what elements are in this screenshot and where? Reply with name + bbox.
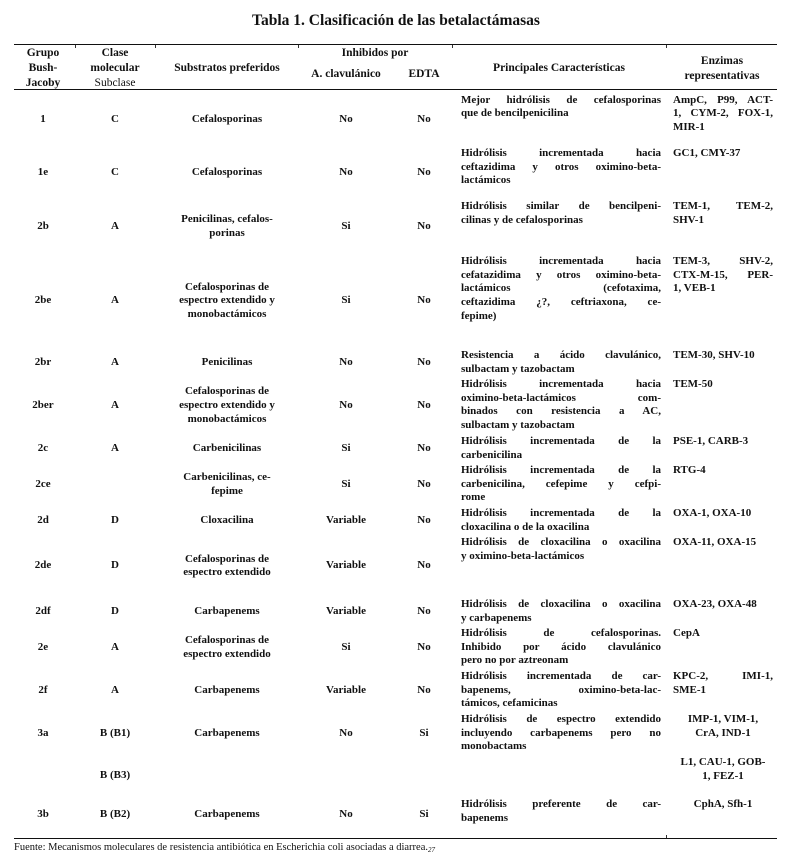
caracteristicas-cell-line: Hidrólisis incrementada de la — [461, 507, 661, 519]
clase-cell: B (B3) — [99, 769, 131, 782]
substratos-cell — [158, 385, 296, 426]
caracteristicas-cell-line: Resistencia a ácido clavulánico, — [461, 349, 661, 361]
grupo-cell: 2b — [37, 219, 49, 232]
grupo-cell: 2d — [37, 513, 49, 526]
column-tick — [298, 45, 299, 48]
caracteristicas-cell-line: lactámicos (cefotaxima, — [461, 282, 661, 295]
caracteristicas-cell — [461, 670, 661, 711]
caracteristicas-cell-line: Hidrólisis de espectro extendido — [461, 713, 661, 725]
clavulanico-cell: No — [339, 398, 353, 411]
caracteristicas-cell-line: Hidrólisis incrementada de la — [461, 464, 661, 476]
caracteristicas-cell-line: bapenems — [461, 811, 509, 824]
edta-cell: No — [417, 640, 431, 653]
grupo-cell: 2f — [38, 683, 48, 696]
edta-cell: No — [417, 165, 431, 178]
caracteristicas-cell-line: carbenicilina — [461, 448, 523, 461]
caracteristicas-cell — [461, 464, 661, 505]
header-subclase: Subclase — [94, 77, 136, 89]
edta-cell: No — [417, 219, 431, 232]
enzimas-cell — [673, 147, 773, 161]
clase-cell: C — [111, 112, 119, 125]
enzimas-cell-line: TEM-1, TEM-2, — [673, 200, 773, 212]
substratos-cell — [158, 113, 296, 127]
enzimas-cell-line: CphA, Sfh-1 — [693, 798, 753, 810]
enzimas-cell-line: MIR-1 — [673, 120, 705, 133]
substratos-cell-line: espectro extendido y — [179, 294, 275, 307]
substratos-cell — [158, 514, 296, 528]
edta-cell: No — [417, 441, 431, 454]
header-bottom-border — [14, 89, 777, 90]
enzimas-cell-line: AmpC, P99, ACT- — [673, 93, 773, 106]
caracteristicas-cell-line: Hidrólisis incrementada hacia — [461, 378, 661, 390]
substratos-cell-line: espectro extendido — [183, 647, 271, 660]
enzimas-cell-line: L1, CAU-1, GOB- — [680, 756, 766, 768]
caracteristicas-cell — [461, 507, 661, 534]
clase-cell: A — [111, 441, 119, 454]
substratos-cell — [158, 553, 296, 580]
enzimas-cell — [673, 435, 773, 449]
caracteristicas-cell — [461, 349, 661, 376]
grupo-cell: 2ce — [35, 477, 51, 490]
enzimas-cell — [673, 756, 773, 783]
caracteristicas-cell — [461, 94, 661, 121]
enzimas-cell-line: TEM-3, SHV-2, — [673, 255, 773, 267]
caracteristicas-cell — [461, 598, 661, 625]
caracteristicas-cell — [461, 627, 661, 668]
substratos-cell-line: Cefalosporinas de — [184, 634, 270, 647]
enzimas-cell — [673, 94, 773, 135]
clavulanico-cell: No — [339, 355, 353, 368]
enzimas-cell — [673, 598, 773, 612]
clavulanico-cell: Variable — [326, 513, 366, 526]
clase-cell: B (B1) — [99, 726, 131, 739]
enzimas-cell-line: OXA-23, OXA-48 — [673, 598, 757, 610]
enzimas-cell-line: RTG-4 — [673, 464, 706, 476]
edta-cell: No — [417, 477, 431, 490]
column-tick — [666, 45, 667, 48]
header-grupo — [14, 46, 72, 91]
grupo-cell: 2be — [34, 294, 52, 307]
header-grupo-line: Grupo — [26, 47, 60, 59]
clavulanico-cell: No — [339, 165, 353, 178]
enzimas-cell — [673, 713, 773, 740]
caracteristicas-cell-line: carbenicilina, cefepime y cefpi- — [461, 477, 661, 490]
substratos-cell-line: Cefalosporinas — [191, 165, 263, 178]
substratos-cell-line: Carbapenems — [194, 808, 260, 821]
clavulanico-cell: Variable — [326, 604, 366, 617]
substratos-cell — [158, 166, 296, 180]
caracteristicas-cell — [461, 147, 661, 188]
caracteristicas-cell-line: Hidrólisis incrementada hacia — [461, 147, 661, 159]
clavulanico-cell: Si — [341, 441, 351, 454]
caracteristicas-cell-line: y carbapenems — [461, 611, 532, 624]
edta-cell: No — [417, 112, 431, 125]
edta-cell: Si — [419, 808, 429, 821]
caracteristicas-cell-line: Hidrólisis preferente de car- — [461, 798, 661, 810]
enzimas-cell — [673, 200, 773, 227]
enzimas-cell — [673, 255, 773, 296]
caracteristicas-cell-line: Hidrólisis de cefalosporinas. — [461, 627, 661, 639]
substratos-cell-line: Cefalosporinas — [191, 112, 263, 125]
grupo-cell: 2de — [34, 559, 52, 572]
caracteristicas-cell-line: binados con resistencia a AC, — [461, 405, 661, 418]
substratos-cell-line: Carbenicilinas, ce- — [183, 471, 271, 484]
table-bottom-border — [14, 838, 777, 839]
substratos-cell-line: espectro extendido — [183, 566, 271, 579]
grupo-cell: 1 — [40, 112, 46, 125]
grupo-cell: 2c — [37, 441, 49, 454]
enzimas-cell — [673, 798, 773, 812]
caracteristicas-cell-line: y oximino-beta-lactámicos — [461, 549, 585, 562]
clase-cell: A — [111, 683, 119, 696]
clavulanico-cell: Si — [341, 219, 351, 232]
clase-cell: D — [111, 559, 119, 572]
clase-cell: A — [111, 398, 119, 411]
grupo-cell: 2ber — [32, 398, 54, 411]
table-footnote — [14, 842, 435, 854]
enzimas-cell-line: IMP-1, VIM-1, — [687, 713, 759, 725]
clavulanico-cell: Variable — [326, 683, 366, 696]
caracteristicas-cell-line: Hidrólisis incrementada de car- — [461, 670, 661, 682]
enzimas-cell-line: 1, CYM-2, FOX-1, — [673, 107, 773, 120]
enzimas-cell-line: GC1, CMY-37 — [673, 147, 741, 159]
grupo-cell: 3b — [37, 808, 49, 821]
caracteristicas-cell-line: Hidrólisis incrementada hacia — [461, 255, 661, 267]
enzimas-cell-line: CrA, IND-1 — [695, 726, 751, 739]
caracteristicas-cell — [461, 536, 661, 563]
header-enzimas — [668, 54, 776, 84]
substratos-cell — [158, 442, 296, 456]
header-grupo-line: Bush- — [28, 62, 58, 74]
caracteristicas-cell-line: cloxacilina o de la oxacilina — [461, 520, 590, 533]
substratos-cell — [158, 356, 296, 370]
substratos-cell — [158, 684, 296, 698]
column-tick — [155, 45, 156, 48]
header-caracteristicas: Principales Características — [493, 62, 625, 74]
substratos-cell-line: Cefalosporinas de — [184, 385, 270, 398]
table-top-border — [14, 44, 777, 45]
clavulanico-cell: Variable — [326, 559, 366, 572]
header-grupo-line: Jacoby — [25, 77, 61, 89]
substratos-cell-line: Penicilinas, cefalos- — [181, 213, 273, 226]
enzimas-cell-line: TEM-30, SHV-10 — [673, 349, 755, 361]
caracteristicas-cell-line: Hidrólisis incrementada de la — [461, 435, 661, 447]
clase-cell: D — [111, 604, 119, 617]
enzimas-cell-line: OXA-1, OXA-10 — [673, 507, 752, 519]
footnote-reference: 27 — [428, 846, 435, 854]
enzimas-cell-line: SME-1 — [673, 683, 706, 696]
enzimas-cell — [673, 507, 773, 521]
column-tick — [666, 835, 667, 838]
column-tick — [452, 45, 453, 48]
caracteristicas-cell — [461, 200, 661, 227]
enzimas-cell-line: CepA — [673, 627, 700, 639]
substratos-cell-line: Carbapenems — [194, 683, 260, 696]
header-substratos: Substratos preferidos — [174, 62, 280, 74]
grupo-cell: 2df — [35, 604, 51, 617]
grupo-cell: 2br — [34, 355, 52, 368]
caracteristicas-cell-line: sulbactam y tazobactam — [461, 419, 575, 432]
substratos-cell-line: Cefalosporinas de — [184, 552, 270, 565]
caracteristicas-cell-line: Inhibido por ácido clavulánico — [461, 640, 661, 653]
substratos-cell-line: espectro extendido y — [179, 398, 275, 411]
clavulanico-cell: No — [339, 726, 353, 739]
substratos-cell-line: Cloxacilina — [200, 513, 254, 526]
caracteristicas-cell — [461, 435, 661, 462]
substratos-cell-line: Carbenicilinas — [192, 441, 262, 454]
column-tick — [75, 45, 76, 48]
caracteristicas-cell-line: ceftazidima y otros oximino-beta- — [461, 160, 661, 173]
caracteristicas-cell-line: Hidrólisis de cloxacilina o oxacilina — [461, 598, 661, 610]
caracteristicas-cell-line: Hidrólisis de cloxacilina o oxacilina — [461, 536, 661, 548]
enzimas-cell — [673, 670, 773, 697]
header-edta: EDTA — [408, 68, 440, 80]
clase-cell: A — [111, 640, 119, 653]
edta-cell: No — [417, 604, 431, 617]
header-inhibidos-por: Inhibidos por — [341, 47, 409, 59]
clavulanico-cell: No — [339, 808, 353, 821]
enzimas-cell-line: 1, FEZ-1 — [702, 769, 744, 782]
substratos-cell — [158, 213, 296, 240]
caracteristicas-cell-line: rome — [461, 491, 486, 504]
caracteristicas-cell-line: que de bencilpenicilina — [461, 107, 569, 120]
substratos-cell — [158, 471, 296, 498]
header-clase-line: Clase — [101, 47, 129, 59]
enzimas-cell — [673, 464, 773, 478]
clavulanico-cell: Si — [341, 640, 351, 653]
clase-cell: A — [111, 219, 119, 232]
substratos-cell-line: fepime — [211, 484, 243, 497]
caracteristicas-cell — [461, 378, 661, 433]
enzimas-cell — [673, 349, 773, 363]
substratos-cell-line: porinas — [209, 226, 245, 239]
enzimas-cell-line: OXA-11, OXA-15 — [673, 536, 757, 548]
edta-cell: No — [417, 398, 431, 411]
clavulanico-cell: No — [339, 112, 353, 125]
caracteristicas-cell-line: fepime) — [461, 309, 497, 322]
edta-cell: No — [417, 355, 431, 368]
caracteristicas-cell-line: Mejor hidrólisis de cefalosporinas — [461, 93, 661, 106]
enzimas-cell-line: KPC-2, IMI-1, — [673, 670, 773, 682]
caracteristicas-cell-line: pero no por aztreonam — [461, 654, 569, 667]
enzimas-cell — [673, 627, 773, 641]
caracteristicas-cell-line: sulbactam y tazobactam — [461, 362, 575, 375]
substratos-cell-line: monobactámicos — [187, 308, 267, 321]
header-enzimas-line: Enzimas — [700, 55, 744, 67]
caracteristicas-cell — [461, 255, 661, 324]
substratos-cell — [158, 727, 296, 741]
substratos-cell-line: monobactámicos — [187, 412, 267, 425]
edta-cell: Si — [419, 726, 429, 739]
header-clase — [78, 46, 152, 91]
clase-cell: A — [111, 294, 119, 307]
clavulanico-cell: Si — [341, 477, 351, 490]
clase-cell: B (B2) — [99, 808, 131, 821]
substratos-cell-line: Carbapenems — [194, 604, 260, 617]
substratos-cell-line: Penicilinas — [201, 355, 253, 368]
header-clase-line: molecular — [90, 62, 140, 74]
caracteristicas-cell-line: cilinas y de cefalosporinas — [461, 213, 583, 226]
substratos-cell-line: Carbapenems — [194, 726, 260, 739]
table-title: Tabla 1. Clasificación de las betalactámasas — [252, 12, 540, 29]
edta-cell: No — [417, 559, 431, 572]
clase-cell: A — [111, 355, 119, 368]
enzimas-cell-line: PSE-1, CARB-3 — [673, 435, 749, 447]
caracteristicas-cell-line: cefatazidima y otros oximino-beta- — [461, 268, 661, 281]
caracteristicas-cell — [461, 798, 661, 825]
enzimas-cell-line: CTX-M-15, PER- — [673, 268, 773, 281]
substratos-cell — [158, 605, 296, 619]
footnote-text: Fuente: Mecanismos moleculares de resistencia antibiótica en Escherichia coli asociadas a diarrea. — [14, 842, 428, 853]
enzimas-cell-line: 1, VEB-1 — [673, 282, 716, 295]
edta-cell: No — [417, 683, 431, 696]
grupo-cell: 2e — [37, 640, 49, 653]
substratos-cell — [158, 634, 296, 661]
grupo-cell: 1e — [37, 165, 49, 178]
header-enzimas-line: representativas — [684, 70, 760, 82]
clavulanico-cell: Si — [341, 294, 351, 307]
header-clavulanico: A. clavulánico — [311, 68, 381, 80]
grupo-cell: 3a — [37, 726, 49, 739]
enzimas-cell-line: TEM-50 — [673, 378, 713, 390]
edta-cell: No — [417, 294, 431, 307]
caracteristicas-cell-line: támicos, cefamicinas — [461, 697, 558, 710]
substratos-cell-line: Cefalosporinas de — [184, 280, 270, 293]
clase-cell: C — [111, 165, 119, 178]
enzimas-cell — [673, 536, 773, 550]
caracteristicas-cell-line: bapenems, oximino-beta-lac- — [461, 683, 661, 696]
caracteristicas-cell — [461, 713, 661, 754]
caracteristicas-cell-line: incluyendo carbapenems pero no — [461, 726, 661, 739]
caracteristicas-cell-line: Hidrólisis similar de bencilpeni- — [461, 200, 661, 212]
caracteristicas-cell-line: monobactams — [461, 740, 527, 753]
edta-cell: No — [417, 513, 431, 526]
enzimas-cell — [673, 378, 773, 392]
substratos-cell — [158, 281, 296, 322]
clase-cell: D — [111, 513, 119, 526]
caracteristicas-cell-line: lactámicos — [461, 174, 511, 187]
caracteristicas-cell-line: ceftazidima ¿?, ceftriaxona, ce- — [461, 296, 661, 309]
substratos-cell — [158, 808, 296, 822]
caracteristicas-cell-line: oximino-beta-lactámicos com- — [461, 391, 661, 404]
enzimas-cell-line: SHV-1 — [673, 213, 704, 226]
